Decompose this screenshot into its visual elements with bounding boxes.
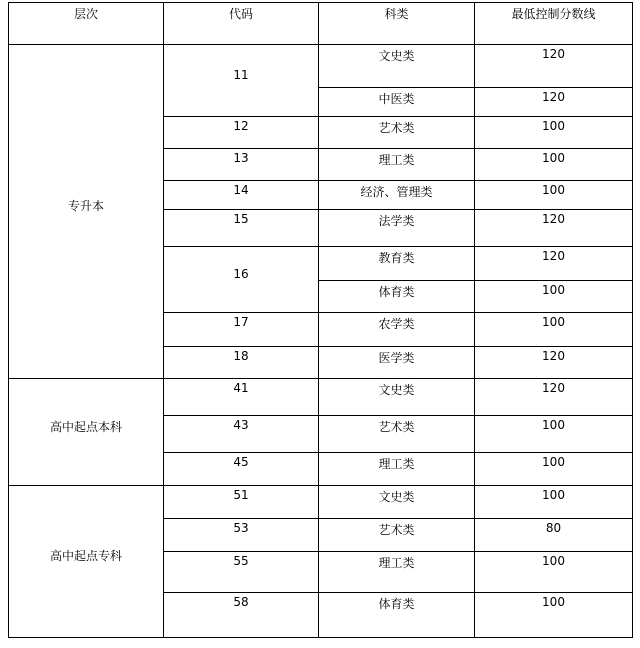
header-row <box>9 3 633 45</box>
category-cell: 艺术类 <box>319 416 475 453</box>
category-cell: 文史类 <box>319 379 475 416</box>
code-cell: 53 <box>164 519 319 552</box>
header-code: 代码 <box>164 3 319 45</box>
score-cell: 120 <box>475 379 633 416</box>
category-cell: 教育类 <box>319 247 475 281</box>
score-cell: 120 <box>475 88 633 117</box>
category-cell: 艺术类 <box>319 519 475 552</box>
category-cell: 医学类 <box>319 347 475 379</box>
level-cell: 专升本 <box>9 45 164 379</box>
header-min-score: 最低控制分数线 <box>475 3 633 45</box>
code-cell: 16 <box>164 247 319 313</box>
score-table <box>8 2 633 638</box>
code-cell: 43 <box>164 416 319 453</box>
code-cell: 58 <box>164 593 319 638</box>
category-cell: 艺术类 <box>319 117 475 149</box>
score-cell: 120 <box>475 210 633 247</box>
code-cell: 12 <box>164 117 319 149</box>
category-cell: 中医类 <box>319 88 475 117</box>
score-cell: 120 <box>475 247 633 281</box>
score-cell: 100 <box>475 416 633 453</box>
table-row <box>9 379 633 416</box>
category-cell: 体育类 <box>319 593 475 638</box>
category-cell: 农学类 <box>319 313 475 347</box>
score-cell: 120 <box>475 45 633 88</box>
score-cell: 100 <box>475 552 633 593</box>
score-cell: 120 <box>475 347 633 379</box>
level-cell: 高中起点本科 <box>9 379 164 486</box>
code-cell: 55 <box>164 552 319 593</box>
category-cell: 文史类 <box>319 45 475 88</box>
code-cell: 17 <box>164 313 319 347</box>
code-cell: 51 <box>164 486 319 519</box>
header-category: 科类 <box>319 3 475 45</box>
category-cell: 法学类 <box>319 210 475 247</box>
score-cell: 100 <box>475 181 633 210</box>
code-cell: 14 <box>164 181 319 210</box>
code-cell: 11 <box>164 45 319 117</box>
score-cell: 100 <box>475 486 633 519</box>
code-cell: 45 <box>164 453 319 486</box>
category-cell: 理工类 <box>319 149 475 181</box>
score-cell: 80 <box>475 519 633 552</box>
header-level: 层次 <box>9 3 164 45</box>
code-cell: 15 <box>164 210 319 247</box>
code-cell: 41 <box>164 379 319 416</box>
category-cell: 理工类 <box>319 552 475 593</box>
code-cell: 18 <box>164 347 319 379</box>
category-cell: 理工类 <box>319 453 475 486</box>
level-cell: 高中起点专科 <box>9 486 164 638</box>
score-cell: 100 <box>475 117 633 149</box>
score-cell: 100 <box>475 149 633 181</box>
score-cell: 100 <box>475 453 633 486</box>
category-cell: 文史类 <box>319 486 475 519</box>
score-cell: 100 <box>475 281 633 313</box>
code-cell: 13 <box>164 149 319 181</box>
score-cell: 100 <box>475 313 633 347</box>
category-cell: 体育类 <box>319 281 475 313</box>
table-row <box>9 486 633 519</box>
category-cell: 经济、管理类 <box>319 181 475 210</box>
table-row <box>9 45 633 88</box>
score-cell: 100 <box>475 593 633 638</box>
